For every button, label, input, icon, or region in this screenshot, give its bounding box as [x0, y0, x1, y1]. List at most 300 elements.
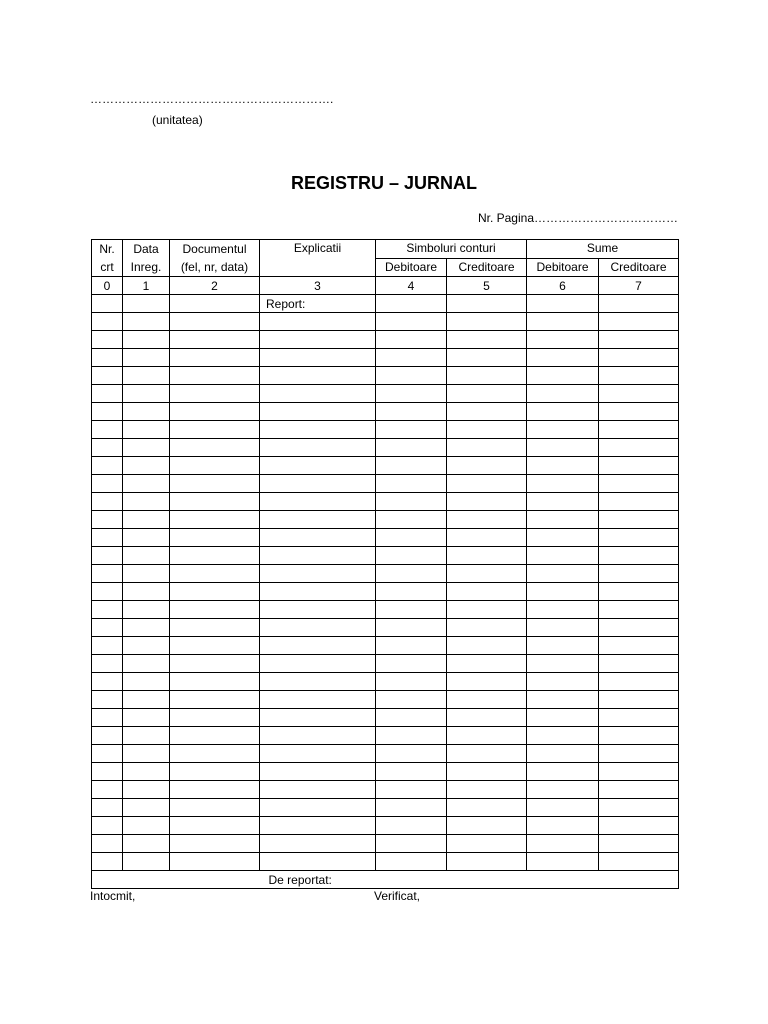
table-cell[interactable]: [599, 511, 679, 529]
table-cell[interactable]: [376, 457, 447, 475]
table-cell[interactable]: [599, 403, 679, 421]
table-row: [92, 529, 679, 547]
table-row: [92, 709, 679, 727]
table-cell[interactable]: [376, 583, 447, 601]
table-cell[interactable]: [170, 349, 260, 367]
table-cell[interactable]: [376, 385, 447, 403]
table-cell[interactable]: [527, 439, 599, 457]
table-cell[interactable]: [376, 745, 447, 763]
header-nr-crt: Nr. crt: [92, 240, 123, 277]
table-cell[interactable]: [123, 673, 170, 691]
table-cell[interactable]: [260, 601, 376, 619]
table-cell[interactable]: [92, 331, 123, 349]
table-cell[interactable]: [92, 349, 123, 367]
table-cell[interactable]: [123, 493, 170, 511]
table-cell[interactable]: [599, 673, 679, 691]
table-cell[interactable]: [376, 709, 447, 727]
table-cell[interactable]: [599, 727, 679, 745]
table-cell[interactable]: [447, 583, 527, 601]
table-cell[interactable]: [599, 331, 679, 349]
table-cell[interactable]: [447, 835, 527, 853]
table-cell[interactable]: [170, 673, 260, 691]
table-cell[interactable]: [170, 493, 260, 511]
table-cell[interactable]: [92, 367, 123, 385]
table-cell[interactable]: [376, 727, 447, 745]
table-row: [92, 655, 679, 673]
table-cell[interactable]: [599, 457, 679, 475]
table-cell[interactable]: [599, 367, 679, 385]
table-cell[interactable]: [599, 691, 679, 709]
table-cell[interactable]: [170, 511, 260, 529]
table-cell[interactable]: [92, 727, 123, 745]
table-cell[interactable]: [527, 835, 599, 853]
table-cell[interactable]: [376, 691, 447, 709]
table-cell[interactable]: [260, 781, 376, 799]
table-cell[interactable]: [599, 421, 679, 439]
table-cell[interactable]: [92, 493, 123, 511]
table-cell[interactable]: [527, 457, 599, 475]
table-cell[interactable]: [170, 367, 260, 385]
table-cell[interactable]: [260, 655, 376, 673]
table-cell[interactable]: [447, 331, 527, 349]
table-cell[interactable]: [599, 295, 679, 313]
table-cell[interactable]: [123, 439, 170, 457]
header-explicatii: Explicatii: [260, 240, 376, 277]
table-cell[interactable]: [123, 781, 170, 799]
table-cell[interactable]: [170, 313, 260, 331]
page-title: REGISTRU – JURNAL: [290, 173, 478, 193]
table-cell[interactable]: [260, 385, 376, 403]
table-cell[interactable]: [447, 349, 527, 367]
table-cell[interactable]: [599, 475, 679, 493]
table-cell[interactable]: [92, 295, 123, 313]
table-cell[interactable]: [447, 727, 527, 745]
table-cell[interactable]: [527, 403, 599, 421]
table-cell[interactable]: [376, 565, 447, 583]
header-sume: Sume: [527, 240, 679, 259]
table-cell[interactable]: [599, 763, 679, 781]
table-cell[interactable]: [170, 835, 260, 853]
column-number: 6: [527, 277, 599, 295]
table-cell[interactable]: [123, 745, 170, 763]
table-cell[interactable]: [170, 529, 260, 547]
table-cell[interactable]: [527, 745, 599, 763]
table-cell[interactable]: [447, 313, 527, 331]
header-sume-debitoare: Debitoare: [527, 258, 599, 277]
table-cell[interactable]: [527, 673, 599, 691]
table-cell[interactable]: [376, 295, 447, 313]
table-cell[interactable]: [123, 349, 170, 367]
table-cell[interactable]: [599, 565, 679, 583]
table-cell[interactable]: [92, 475, 123, 493]
table-cell[interactable]: [527, 511, 599, 529]
table-cell[interactable]: [447, 853, 527, 871]
table-cell[interactable]: [123, 601, 170, 619]
table-cell[interactable]: [92, 511, 123, 529]
table-cell[interactable]: [527, 655, 599, 673]
table-cell[interactable]: [599, 745, 679, 763]
table-cell[interactable]: [599, 655, 679, 673]
table-cell[interactable]: [376, 421, 447, 439]
table-cell[interactable]: [527, 421, 599, 439]
table-cell[interactable]: [260, 511, 376, 529]
table-cell[interactable]: [447, 493, 527, 511]
table-cell[interactable]: [170, 727, 260, 745]
table-cell[interactable]: [170, 295, 260, 313]
table-cell[interactable]: [447, 817, 527, 835]
header-sume-creditoare: Creditoare: [599, 258, 679, 277]
table-cell[interactable]: [123, 817, 170, 835]
table-cell[interactable]: [599, 313, 679, 331]
table-cell[interactable]: [527, 349, 599, 367]
table-cell[interactable]: [599, 817, 679, 835]
table-cell[interactable]: [527, 601, 599, 619]
table-cell[interactable]: [599, 385, 679, 403]
table-cell[interactable]: [123, 367, 170, 385]
table-cell[interactable]: [447, 691, 527, 709]
table-cell[interactable]: [123, 295, 170, 313]
table-cell[interactable]: [260, 367, 376, 385]
table-cell[interactable]: [447, 673, 527, 691]
table-cell[interactable]: [123, 799, 170, 817]
table-cell[interactable]: [260, 619, 376, 637]
table-cell[interactable]: [92, 745, 123, 763]
table-cell[interactable]: [447, 475, 527, 493]
column-number: 1: [123, 277, 170, 295]
table-cell[interactable]: [527, 817, 599, 835]
table-row: [92, 313, 679, 331]
table-cell[interactable]: [92, 421, 123, 439]
table-cell[interactable]: [170, 799, 260, 817]
table-cell[interactable]: [527, 295, 599, 313]
table-cell[interactable]: [123, 313, 170, 331]
table-cell[interactable]: [260, 709, 376, 727]
table-cell[interactable]: [170, 709, 260, 727]
table-cell[interactable]: [599, 529, 679, 547]
table-cell[interactable]: [260, 835, 376, 853]
table-row: [92, 331, 679, 349]
table-cell[interactable]: [123, 385, 170, 403]
table-cell[interactable]: [376, 349, 447, 367]
table-row: [92, 799, 679, 817]
table-cell[interactable]: [260, 745, 376, 763]
table-row: [92, 601, 679, 619]
table-row: [92, 673, 679, 691]
table-cell[interactable]: [447, 763, 527, 781]
table-cell[interactable]: [123, 727, 170, 745]
table-cell[interactable]: [260, 583, 376, 601]
table-row: [92, 781, 679, 799]
table-cell[interactable]: [599, 493, 679, 511]
table-cell[interactable]: [170, 691, 260, 709]
table-cell[interactable]: [123, 511, 170, 529]
table-cell[interactable]: [376, 673, 447, 691]
table-cell[interactable]: [123, 475, 170, 493]
table-cell[interactable]: [599, 637, 679, 655]
table-cell[interactable]: [92, 547, 123, 565]
table-cell[interactable]: [92, 439, 123, 457]
table-row: [92, 583, 679, 601]
table-cell[interactable]: [92, 763, 123, 781]
column-number: 2: [170, 277, 260, 295]
table-cell[interactable]: [527, 529, 599, 547]
table-cell[interactable]: [123, 709, 170, 727]
table-cell[interactable]: [527, 583, 599, 601]
table-cell[interactable]: [123, 565, 170, 583]
table-cell[interactable]: [527, 475, 599, 493]
column-number: 0: [92, 277, 123, 295]
table-cell[interactable]: [123, 421, 170, 439]
table-cell[interactable]: [260, 799, 376, 817]
table-cell[interactable]: [123, 637, 170, 655]
table-cell[interactable]: [447, 403, 527, 421]
table-cell[interactable]: [260, 763, 376, 781]
table-cell[interactable]: [447, 547, 527, 565]
table-cell[interactable]: [170, 763, 260, 781]
table-cell[interactable]: [170, 655, 260, 673]
table-cell[interactable]: [123, 547, 170, 565]
table-cell[interactable]: [260, 637, 376, 655]
table-cell[interactable]: [527, 493, 599, 511]
table-cell[interactable]: [599, 439, 679, 457]
table-cell[interactable]: [376, 313, 447, 331]
table-cell[interactable]: [260, 853, 376, 871]
table-row: [92, 421, 679, 439]
table-cell[interactable]: [123, 583, 170, 601]
table-cell[interactable]: [447, 511, 527, 529]
table-cell[interactable]: [527, 385, 599, 403]
table-cell[interactable]: [376, 493, 447, 511]
table-row: [92, 619, 679, 637]
table-cell[interactable]: [376, 331, 447, 349]
table-cell[interactable]: [170, 601, 260, 619]
table-cell[interactable]: [447, 421, 527, 439]
table-cell[interactable]: [170, 817, 260, 835]
table-cell[interactable]: [123, 529, 170, 547]
table-cell[interactable]: [527, 619, 599, 637]
table-cell[interactable]: [527, 367, 599, 385]
table-cell[interactable]: [527, 799, 599, 817]
journal-body: [92, 295, 679, 871]
table-cell[interactable]: [447, 655, 527, 673]
table-cell[interactable]: [92, 565, 123, 583]
table-cell[interactable]: [170, 385, 260, 403]
table-cell[interactable]: [599, 547, 679, 565]
table-cell[interactable]: [447, 781, 527, 799]
table-row: [92, 493, 679, 511]
table-cell[interactable]: [376, 655, 447, 673]
table-cell[interactable]: [260, 547, 376, 565]
table-cell[interactable]: [599, 781, 679, 799]
table-cell[interactable]: [123, 619, 170, 637]
table-cell[interactable]: [260, 727, 376, 745]
table-cell[interactable]: [527, 547, 599, 565]
table-cell[interactable]: [599, 853, 679, 871]
table-cell[interactable]: [92, 655, 123, 673]
table-cell[interactable]: [527, 637, 599, 655]
table-cell[interactable]: [92, 673, 123, 691]
table-cell[interactable]: [170, 619, 260, 637]
table-cell[interactable]: [123, 655, 170, 673]
report-row: [92, 295, 679, 313]
table-cell[interactable]: [447, 295, 527, 313]
table-cell[interactable]: [92, 619, 123, 637]
table-cell[interactable]: [447, 367, 527, 385]
table-cell[interactable]: [376, 367, 447, 385]
table-cell[interactable]: [599, 583, 679, 601]
table-cell[interactable]: [260, 529, 376, 547]
table-cell[interactable]: [376, 547, 447, 565]
table-cell[interactable]: [376, 529, 447, 547]
table-cell[interactable]: [376, 835, 447, 853]
table-cell[interactable]: [447, 457, 527, 475]
table-cell[interactable]: [527, 313, 599, 331]
table-row: [92, 457, 679, 475]
table-cell[interactable]: [123, 835, 170, 853]
table-row: [92, 817, 679, 835]
table-row: [92, 691, 679, 709]
table-cell[interactable]: [123, 691, 170, 709]
table-cell[interactable]: [92, 601, 123, 619]
table-cell[interactable]: [260, 331, 376, 349]
table-cell[interactable]: [123, 763, 170, 781]
table-cell[interactable]: [92, 457, 123, 475]
table-cell[interactable]: [527, 691, 599, 709]
table-cell[interactable]: [527, 853, 599, 871]
table-cell[interactable]: [376, 781, 447, 799]
table-cell[interactable]: [376, 799, 447, 817]
table-cell[interactable]: [260, 673, 376, 691]
table-cell[interactable]: [376, 601, 447, 619]
table-cell[interactable]: [92, 529, 123, 547]
table-cell[interactable]: [170, 565, 260, 583]
column-number-row: [92, 277, 679, 295]
table-row: [92, 763, 679, 781]
table-cell[interactable]: [599, 619, 679, 637]
table-cell[interactable]: [92, 799, 123, 817]
table-cell[interactable]: [260, 457, 376, 475]
table-cell[interactable]: [599, 709, 679, 727]
table-cell[interactable]: [92, 817, 123, 835]
table-cell[interactable]: [599, 349, 679, 367]
table-cell[interactable]: [92, 781, 123, 799]
table-cell[interactable]: [260, 349, 376, 367]
table-cell[interactable]: [260, 403, 376, 421]
table-cell[interactable]: [170, 439, 260, 457]
column-number: 4: [376, 277, 447, 295]
prepared-by-label: Intocmit,: [90, 889, 136, 903]
table-cell[interactable]: [376, 511, 447, 529]
table-cell[interactable]: [447, 601, 527, 619]
table-cell[interactable]: [92, 835, 123, 853]
table-cell[interactable]: [170, 331, 260, 349]
table-cell[interactable]: [170, 457, 260, 475]
column-number: 7: [599, 277, 679, 295]
table-cell[interactable]: [447, 745, 527, 763]
table-cell[interactable]: [376, 475, 447, 493]
table-row: [92, 547, 679, 565]
table-cell[interactable]: [170, 637, 260, 655]
journal-table: [91, 239, 679, 889]
table-cell[interactable]: [170, 421, 260, 439]
table-cell[interactable]: [599, 601, 679, 619]
table-cell[interactable]: [260, 313, 376, 331]
table-cell[interactable]: [376, 439, 447, 457]
table-cell[interactable]: [527, 781, 599, 799]
table-cell[interactable]: [447, 799, 527, 817]
table-cell[interactable]: [170, 475, 260, 493]
table-cell[interactable]: [376, 637, 447, 655]
table-cell[interactable]: [170, 403, 260, 421]
table-cell[interactable]: [170, 583, 260, 601]
table-cell[interactable]: [92, 313, 123, 331]
table-row: [92, 439, 679, 457]
table-cell[interactable]: [376, 763, 447, 781]
table-row: [92, 835, 679, 853]
table-cell[interactable]: [376, 817, 447, 835]
table-cell[interactable]: [260, 421, 376, 439]
table-cell[interactable]: [447, 637, 527, 655]
table-cell[interactable]: [92, 637, 123, 655]
table-cell[interactable]: [527, 709, 599, 727]
table-cell[interactable]: [170, 853, 260, 871]
table-row: [92, 637, 679, 655]
table-row: [92, 349, 679, 367]
table-cell[interactable]: [260, 817, 376, 835]
table-cell[interactable]: [260, 475, 376, 493]
table-cell[interactable]: [527, 763, 599, 781]
table-cell[interactable]: [260, 565, 376, 583]
table-cell[interactable]: [92, 709, 123, 727]
report-label: Report:: [260, 295, 376, 313]
table-cell[interactable]: [447, 709, 527, 727]
header-simboluri-creditoare: Creditoare: [447, 258, 527, 277]
table-cell[interactable]: [260, 493, 376, 511]
table-cell[interactable]: [170, 745, 260, 763]
table-cell[interactable]: [447, 565, 527, 583]
table-cell[interactable]: [599, 799, 679, 817]
table-cell[interactable]: [599, 835, 679, 853]
table-cell[interactable]: [447, 385, 527, 403]
table-cell[interactable]: [376, 619, 447, 637]
table-cell[interactable]: [447, 439, 527, 457]
table-cell[interactable]: [170, 547, 260, 565]
table-row: [92, 475, 679, 493]
table-cell[interactable]: [376, 403, 447, 421]
header-documentul: Documentul (fel, nr, data): [170, 240, 260, 277]
table-cell[interactable]: [123, 853, 170, 871]
table-cell[interactable]: [92, 385, 123, 403]
table-cell[interactable]: [92, 853, 123, 871]
table-cell[interactable]: [170, 781, 260, 799]
table-cell[interactable]: [527, 331, 599, 349]
table-cell[interactable]: [376, 853, 447, 871]
table-cell[interactable]: [92, 403, 123, 421]
unit-label: (unitatea): [152, 113, 203, 127]
table-cell[interactable]: [260, 439, 376, 457]
table-cell[interactable]: [447, 619, 527, 637]
table-cell[interactable]: [527, 727, 599, 745]
table-cell[interactable]: [260, 691, 376, 709]
table-cell[interactable]: [92, 583, 123, 601]
verified-by-label: Verificat,: [374, 889, 421, 903]
table-cell[interactable]: [123, 457, 170, 475]
table-cell[interactable]: [527, 565, 599, 583]
table-cell[interactable]: [447, 529, 527, 547]
table-cell[interactable]: [123, 331, 170, 349]
table-cell[interactable]: [123, 403, 170, 421]
table-cell[interactable]: [92, 691, 123, 709]
